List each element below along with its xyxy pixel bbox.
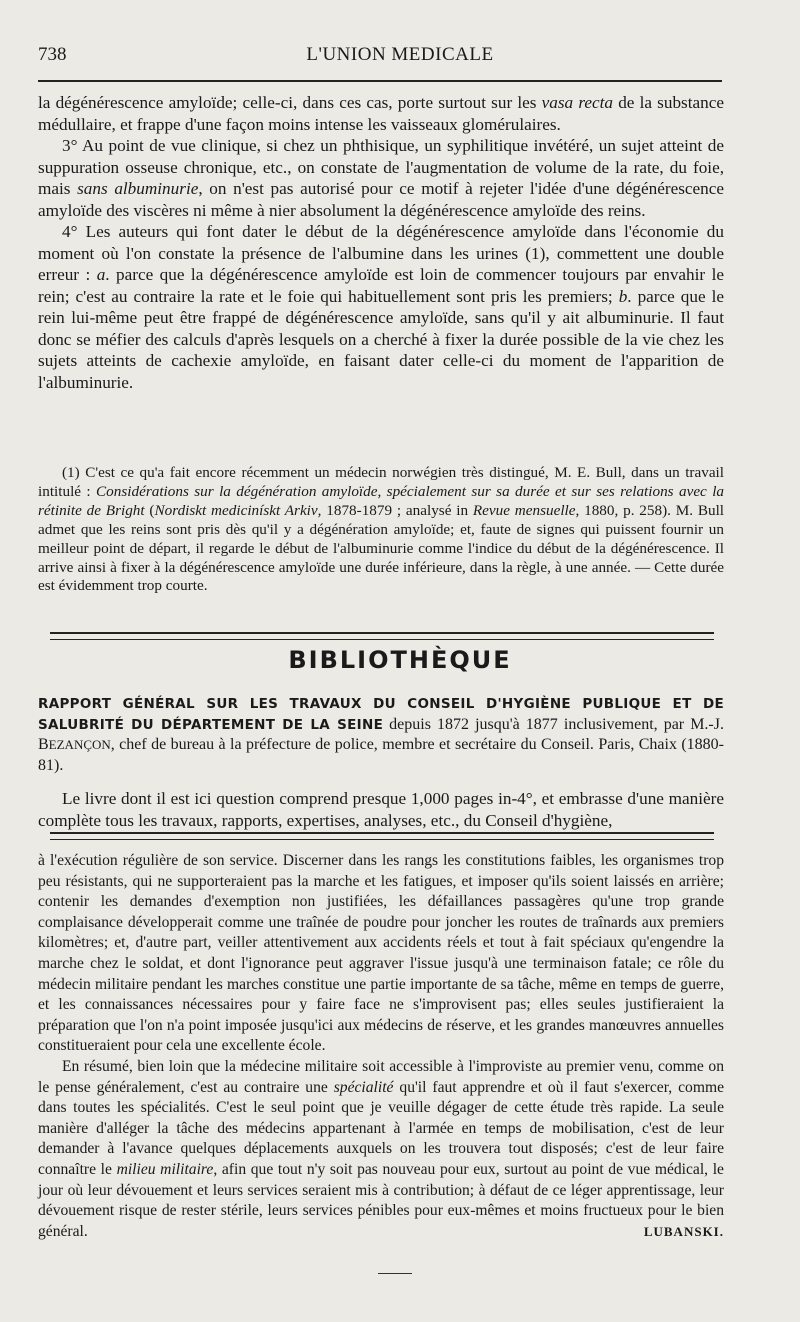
section-rule: [50, 632, 714, 640]
paragraph-continuation: la dégénérescence amyloïde; celle-ci, dans ces cas, porte surtout sur les vasa recta de la substance médullaire, et frappe d'une façon moins intense les vaisseaux glomérulaires.: [38, 93, 724, 134]
footnote: (1) C'est ce qu'a fait encore récemment un médecin norwégien très distingué, M. E. Bull, dans un travail intitulé : Considérations sur la dégénération amyloïde, spécialement sur sa durée et sur ses relations avec la rétinite de Bright (Nordiskt medicinískt Arkiv, 1878-1879 ; analysé in Revue mensuelle, 1880, p. 258). M. Bull admet que les reins sont pris dès qu'il y a dégénération amyloïde; et, faute de signes qui puissent fournir un meilleur point de départ, il regarde le début de l'albuminurie comme l'indice du début de la dégénérescence. Il arrive ainsi à fixer à la dégénérescence amyloïde une durée inférieure, dans la règle, à une année. — Cette durée est évidemment trop courte.: [38, 464, 725, 595]
paragraph-point-4: 4° Les auteurs qui font dater le début de la dégénérescence amyloïde dans l'économie du moment où l'on constate la présence de l'albumine dans les urines (1), commettent une double erreur : a. parce que la dégénérescence amyloïde est loin de commencer toujours par envahir le rein; c'est au contraire la rate et le foie qui habituellement sont pris les premiers; b. parce que le rein lui-même peut être frappé de dégénérescence amyloïde, sans qu'il y ait albuminurie. Il faut donc se méfier des calculs d'après lesquels on a cherché à fixer la durée possible de la vie chez les sujets atteints de cachexie amyloïde, en faisant dater celle-ci du moment de l'apparition de l'albuminurie.: [38, 222, 724, 392]
paragraph-point-3: 3° Au point de vue clinique, si chez un phthisique, un syphilitique invétéré, un sujet atteint de suppuration osseuse chronique, etc., on constate de l'augmentation de volume de la rate, du foie, mais sans albuminurie, on n'est pas autorisé pour ce motif à rejeter l'idée d'une dégénérescence amyloïde des viscères ni même à nier absolument la dégénérescence amyloïde des reins.: [38, 136, 724, 220]
review-intro: Le livre dont il est ici question comprend presque 1,000 pages in-4°, et embrasse d'une manière complète tous les travaux, rapports, expertises, analyses, etc., du Conseil d'hygiène,: [38, 789, 724, 830]
section-title: BIBLIOTHÈQUE: [288, 646, 512, 674]
page-number: 738: [38, 44, 67, 65]
separator-rule: [50, 832, 714, 840]
author-signature: LUBANSKI.: [643, 1223, 724, 1239]
main-text: [38, 92, 724, 393]
end-rule: [378, 1273, 412, 1274]
running-title: L'UNION MEDICALE: [306, 44, 494, 65]
header-rule: [38, 80, 722, 82]
page-header: [38, 44, 762, 72]
continued-article: à l'exécution régulière de son service. Discerner dans les rangs les constitutions faibles, les organismes trop peu résistants, qui ne supporteraient pas la marche et les fatigues, et imposer qu'ils soient laissés en arrière; contenir les demandes d'exemption non justifiées, les défaillances passagères qu'une trop grande complaisance développerait comme une traînée de poudre pour joncher les routes de traînards aux premiers kilomètres; et, d'autre part, veiller attentivement aux accidents réels et tout à fait spéciaux qu'engendre la marche chez le soldat, et dont l'ignorance peut aggraver l'issue jusqu'à une terminaison fatale; ce rôle du médecin militaire pendant les marches constitue une partie importante de sa tâche, même en temps de guerre, et les connaissances nécessaires pour y faire face ne s'improvisent pas; elles seules justifieraient la préparation que l'on n'a point imposée jusqu'ici aux médecins de réserve, et les grandes manœuvres annuelles constitueraient pour cela une excellente école. En résumé, bien loin que la médecine militaire soit accessible à l'improviste au premier venu, comme on le pense généralement, c'est au contraire une spécialité qu'il faut apprendre et où il faut s'exercer, comme dans toutes les spécialités. C'est le seul point que je veuille dégager de cette étude très rapide. La seule manière d'alléger la tâche des médecins appartenant à l'armée en temps de mobilisation, c'est de leur demander à l'avance quelques déplacements auxquels on les trouvera tout disposés; c'est de leur faire connaître le milieu militaire, afin que tout n'y soit pas nouveau pour eux, surtout au point de vue médical, le jour où leur dévouement et leurs services seraient mis à contribution; à défaut de ce léger apprentissage, leur dévouement risque de rester stérile, leurs services pénibles pour eux-mêmes et moins fructueux pour le bien général. LUBANSKI.: [38, 851, 724, 1242]
review-heading: RAPPORT GÉNÉRAL SUR LES TRAVAUX DU CONSEIL D'HYGIÈNE PUBLIQUE ET DE SALUBRITÉ DU DÉPARTEMENT DE LA SEINE depuis 1872 jusqu'à 1877 inclusivement, par M.-J. BEZANÇON, chef de bureau à la préfecture de police, membre et secrétaire du Conseil. Paris, Chaix (1880-81).: [38, 696, 724, 774]
